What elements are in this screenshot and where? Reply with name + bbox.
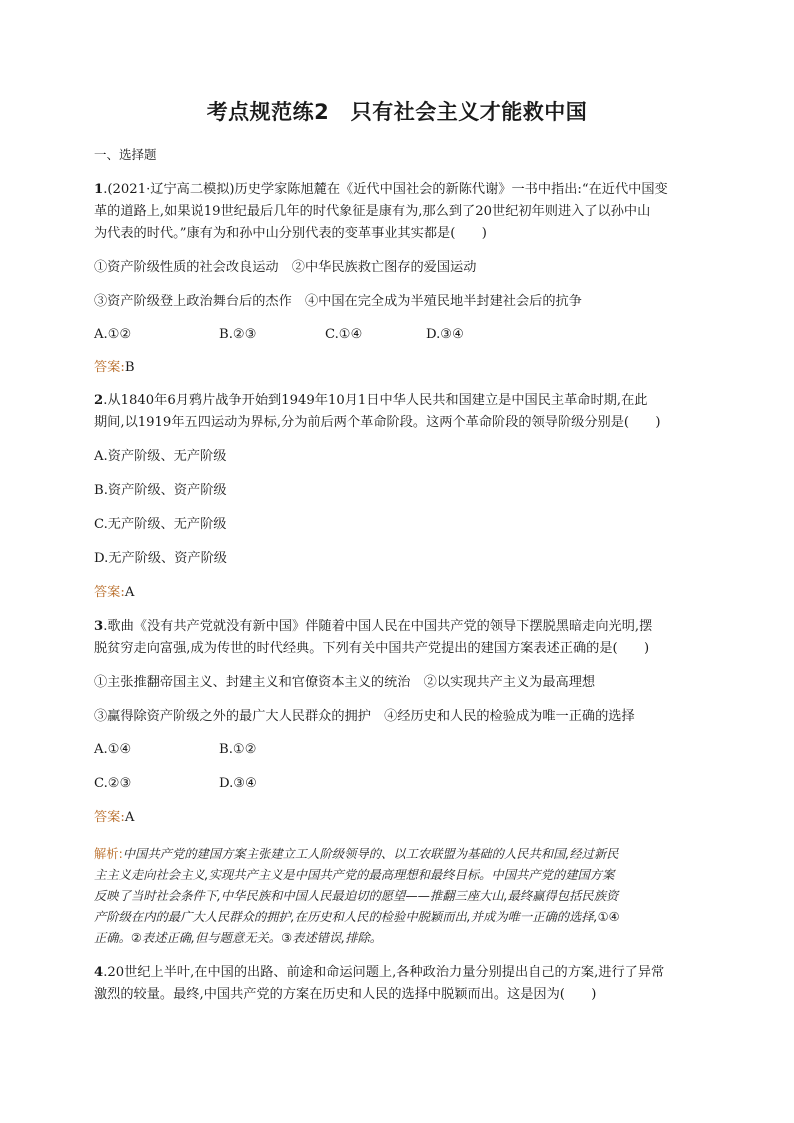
q3-line1: .歌曲《没有共产党就没有新中国》伴随着中国人民在中国共产党的领导下摆脱黑暗走向光明,摆 (103, 619, 653, 634)
q3-option-d: D.③④ (219, 776, 257, 791)
q4-number: 4 (94, 965, 104, 980)
q2-option-b: B.资产阶级、资产阶级 (94, 483, 227, 498)
q1-option-b: B.②③ (219, 327, 257, 342)
q3-analysis-line-5: 正确。②表述正确,但与题意无关。③表述错误,排除。 (94, 931, 383, 945)
q3-option-a: A.①④ (94, 742, 132, 757)
section-heading: 一、选择题 (94, 147, 157, 162)
q3-options-row-1 (94, 741, 257, 759)
q1-options (94, 326, 464, 344)
q3-answer-value: A (124, 810, 135, 825)
q2-answer-value: A (124, 585, 135, 600)
q4-line1: .20世纪上半叶,在中国的出路、前途和命运问题上,各种政治力量分别提出自己的方案,进行了异常 (103, 965, 665, 980)
q1-option-a: A.①② (94, 327, 132, 342)
q2-option-d: D.无产阶级、资产阶级 (94, 551, 227, 566)
q3-option-c: C.②③ (94, 776, 132, 791)
q1-answer-value: B (124, 360, 135, 375)
page-title: 考点规范练2 只有社会主义才能救中国 (206, 100, 588, 124)
q2-option-c: C.无产阶级、无产阶级 (94, 517, 227, 532)
q3-analysis-line-1 (94, 845, 619, 863)
q1-text-line-3: 为代表的时代。”康有为和孙中山分别代表的变革事业其实都是( ) (94, 226, 487, 241)
q1-number: 1 (94, 182, 104, 197)
q1-statement-1: ①资产阶级性质的社会改良运动 ②中华民族救亡图存的爱国运动 (94, 260, 477, 275)
q3-analysis-label: 解析: (94, 847, 123, 861)
q4-text-line-1 (94, 964, 664, 982)
q2-option-a: A.资产阶级、无产阶级 (94, 449, 227, 464)
q2-answer-label: 答案: (94, 585, 125, 600)
q3-analysis-line-4: 产阶级在内的最广大人民群众的拥护,在历史和人民的检验中脱颖而出,并成为唯一正确的选择,①④ (94, 910, 620, 924)
q3-options-row-2 (94, 775, 257, 793)
q2-text-line-1 (94, 392, 647, 410)
q2-text-line-2: 期间,以1919年五四运动为界标,分为前后两个革命阶段。这两个革命阶段的领导阶级分别是( ) (94, 415, 661, 430)
q3-analysis-text-1: 中国共产党的建国方案主张建立工人阶级领导的、以工农联盟为基础的人民共和国,经过新民 (122, 847, 619, 861)
q3-analysis-line-3: 反映了当时社会条件下,中华民族和中国人民最迫切的愿望——推翻三座大山,最终赢得包括民族资 (94, 889, 619, 903)
q3-statement-1: ①主张推翻帝国主义、封建主义和官僚资本主义的统治 ②以实现共产主义为最高理想 (94, 675, 596, 690)
q4-text-line-2: 激烈的较量。最终,中国共产党的方案在历史和人民的选择中脱颖而出。这是因为( ) (94, 987, 597, 1002)
q3-answer (94, 809, 134, 827)
q1-text-line-1 (94, 181, 668, 199)
q1-text-line-2: 革的道路上,如果说19世纪最后几年的时代象征是康有为,那么到了20世纪初年则进入了以孙中山 (94, 204, 651, 219)
q3-number: 3 (94, 619, 104, 634)
q1-option-c: C.①④ (325, 327, 363, 342)
q1-answer (94, 359, 135, 377)
q3-text-line-2: 脱贫穷走向富强,成为传世的时代经典。下列有关中国共产党提出的建国方案表述正确的是( ) (94, 641, 650, 656)
q1-statement-2: ③资产阶级登上政治舞台后的杰作 ④中国在完全成为半殖民地半封建社会后的抗争 (94, 294, 582, 309)
q2-line1: .从1840年6月鸦片战争开始到1949年10月1日中华人民共和国建立是中国民主革命时期,在此 (103, 393, 648, 408)
q1-answer-label: 答案: (94, 360, 125, 375)
q3-option-b: B.①② (219, 742, 257, 757)
q3-answer-label: 答案: (94, 810, 125, 825)
q2-number: 2 (94, 393, 104, 408)
q1-option-d: D.③④ (426, 327, 464, 342)
q3-statement-2: ③赢得除资产阶级之外的最广大人民群众的拥护 ④经历史和人民的检验成为唯一正确的选择 (94, 709, 635, 724)
q2-answer (94, 584, 134, 602)
q1-line1: .(2021·辽宁高二模拟)历史学家陈旭麓在《近代中国社会的新陈代谢》一书中指出:“在近代中国变 (103, 182, 668, 197)
q3-analysis-line-2: 主主义走向社会主义,实现共产主义是中国共产党的最高理想和最终目标。中国共产党的建国方案 (94, 868, 615, 882)
q3-text-line-1 (94, 618, 652, 636)
